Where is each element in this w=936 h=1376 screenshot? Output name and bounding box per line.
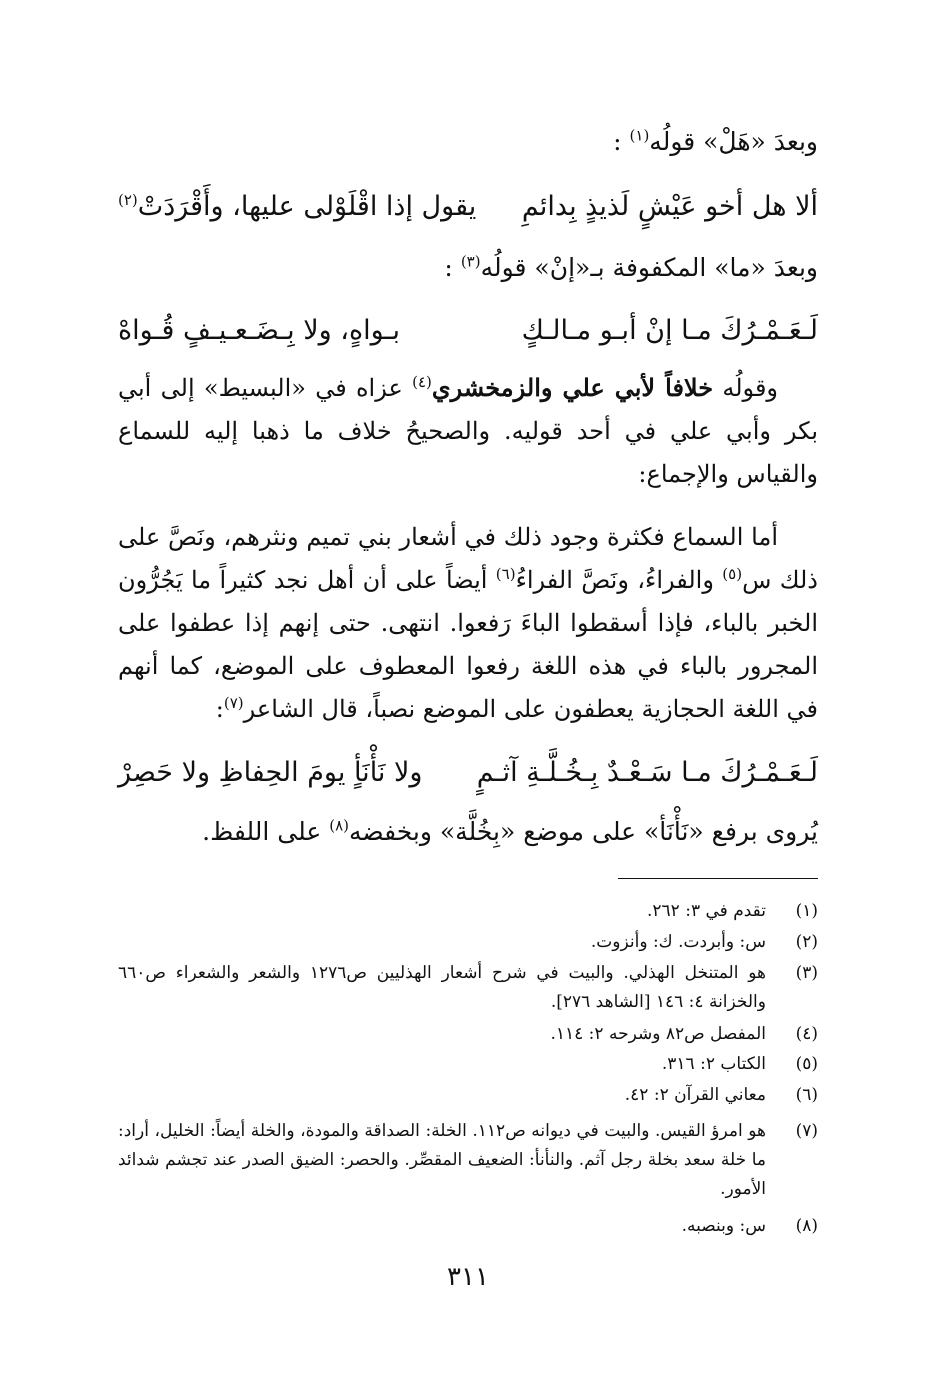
footnote-6 bbox=[118, 1081, 818, 1110]
footnote-number: (٧) bbox=[795, 1121, 818, 1141]
paragraph-2-part-c: أيضاً على أن أهل نجد كثيراً ما يَجُرُّون الخبر بالباء، فإذا أسقطوا الباءَ رَفعوا. انتهى. حتى إنهم إذا عطفوا على المجرور بالباء في هذه اللغة رفعوا المعطوف على الموضع، كما أنهم في اللغة الحجازية يعطفون على الموضع نصباً، قال الشاعر bbox=[118, 566, 818, 723]
verse-1 bbox=[118, 186, 818, 228]
text-line-1 bbox=[613, 124, 818, 160]
line-2-colon: : bbox=[444, 253, 453, 282]
footnote-number: (٥) bbox=[795, 1054, 818, 1074]
verse-2-hemistich-2: بـواهٍ، ولا بِـضَـعـيـفٍ قُـواهْ bbox=[118, 315, 401, 346]
footnote-text: الكتاب ٢: ٣١٦. bbox=[661, 1054, 766, 1074]
footnote-number: (٤) bbox=[795, 1024, 818, 1044]
paragraph-1-bold-quote: خلافاً لأبي علي والزمخشري bbox=[431, 373, 714, 402]
footnote-number: (٢) bbox=[795, 932, 818, 952]
text-line-2 bbox=[444, 250, 818, 286]
footnote-2 bbox=[118, 928, 818, 957]
paragraph-2-part-a: أما السماع فكثرة وجود ذلك في أشعار بني تميم ونثرهم، ونَصَّ على ذلك س bbox=[118, 523, 818, 594]
paragraph-2-colon: : bbox=[215, 695, 224, 723]
footnote-ref-6[interactable]: (٦) bbox=[495, 565, 516, 583]
footnote-text: معاني القرآن ٢: ٤٢. bbox=[624, 1085, 766, 1105]
verse-1-hemistich-2 bbox=[118, 186, 476, 228]
text-line-3 bbox=[202, 814, 818, 850]
footnote-ref-2[interactable]: (٢) bbox=[118, 191, 138, 209]
page-number: ٣١١ bbox=[447, 1262, 489, 1292]
footnote-7 bbox=[118, 1117, 818, 1204]
verse-2 bbox=[118, 310, 818, 352]
footnote-ref-1[interactable]: (١) bbox=[629, 126, 650, 145]
footnote-5 bbox=[118, 1050, 818, 1079]
footnote-number: (١) bbox=[795, 901, 818, 921]
verse-1-hemistich-1: ألا هل أخو عَيْشٍ لَذيذٍ بِدائمِ bbox=[521, 191, 818, 222]
verse-2-hemistich-1: لَـعَـمْـرُكَ مـا إنْ أبـو مـالـكٍ bbox=[521, 315, 818, 346]
paragraph-1-rest: عزاه في «البسيط» إلى أبي بكر وأبي علي في أحد قوليه. والصحيحُ خلاف ما ذهبا إليه للسماع والقياس والإجماع: bbox=[118, 374, 818, 488]
footnote-ref-7[interactable]: (٧) bbox=[223, 694, 244, 712]
footnote-ref-5[interactable]: (٥) bbox=[722, 565, 743, 583]
verse-1-hemistich-2-text: يقول إذا اقْلَوْلى عليها، وأَقْرَدَتْ bbox=[137, 191, 477, 222]
footnote-text: تقدم في ٣: ٢٦٢. bbox=[647, 901, 766, 921]
footnote-ref-8[interactable]: (٨) bbox=[329, 816, 350, 835]
footnote-text: س: وأبردت. ك: وأنزوت. bbox=[590, 932, 766, 952]
footnote-3 bbox=[118, 959, 818, 1017]
line-3-text-a: يُروى برفع «نَأْنَأ» على موضع «بِخُلَّة» وبخفضه bbox=[349, 817, 818, 846]
verse-3 bbox=[118, 752, 818, 794]
verse-3-hemistich-2: ولا نَأْنَأٍ يومَ الحِفاظِ ولا حَصِرْ bbox=[118, 757, 423, 788]
footnote-4 bbox=[118, 1020, 818, 1049]
paragraph-1-start: وقولُه bbox=[722, 374, 779, 402]
paragraph-1 bbox=[118, 366, 818, 496]
footnote-number: (٨) bbox=[795, 1216, 818, 1236]
line-1-colon: : bbox=[613, 127, 622, 156]
verse-3-hemistich-1: لَـعَـمْـرُكَ مـا سَـعْـدٌ بِـخُـلَّـةِ آثـمٍ bbox=[476, 757, 818, 788]
footnote-number: (٦) bbox=[795, 1085, 818, 1105]
footnote-text: المفصل ص٨٢ وشرحه ٢: ١١٤. bbox=[550, 1024, 766, 1044]
paragraph-2 bbox=[118, 516, 818, 731]
paragraph-2-part-b: والفراءُ، ونَصَّ الفراءُ bbox=[515, 566, 714, 594]
footnote-separator bbox=[618, 878, 818, 879]
line-2-text: وبعدَ «ما» المكفوفة بـ«إنْ» قولُه bbox=[480, 253, 818, 282]
footnote-1 bbox=[118, 897, 818, 926]
footnote-text: هو امرؤ القيس. والبيت في ديوانه ص١١٢. الخلة: الصداقة والمودة، والخلة أيضاً: الخليل، أراد: ما خلة سعد بخلة رجل آثم. والنأنأ: الضعيف المقصِّر. والحصر: الضيق الصدر عند تجشم شدائد الأمور. bbox=[118, 1121, 766, 1199]
footnote-ref-4[interactable]: (٤) bbox=[412, 373, 432, 391]
footnote-ref-3[interactable]: (٣) bbox=[460, 252, 481, 271]
footnote-8 bbox=[118, 1212, 818, 1241]
line-1-text: وبعدَ «هَلْ» قولُه bbox=[649, 127, 818, 156]
footnote-number: (٣) bbox=[795, 963, 818, 983]
footnote-text: هو المتنخل الهذلي. والبيت في شرح أشعار الهذليين ص١٢٧٦ والشعر والشعراء ص٦٦٠ والخزانة ٤: ١٤٦ [الشاهد ٢٧٦]. bbox=[118, 963, 767, 1012]
footnote-text: س: وبنصبه. bbox=[681, 1216, 766, 1236]
line-3-text-b: على اللفظ. bbox=[202, 817, 322, 846]
